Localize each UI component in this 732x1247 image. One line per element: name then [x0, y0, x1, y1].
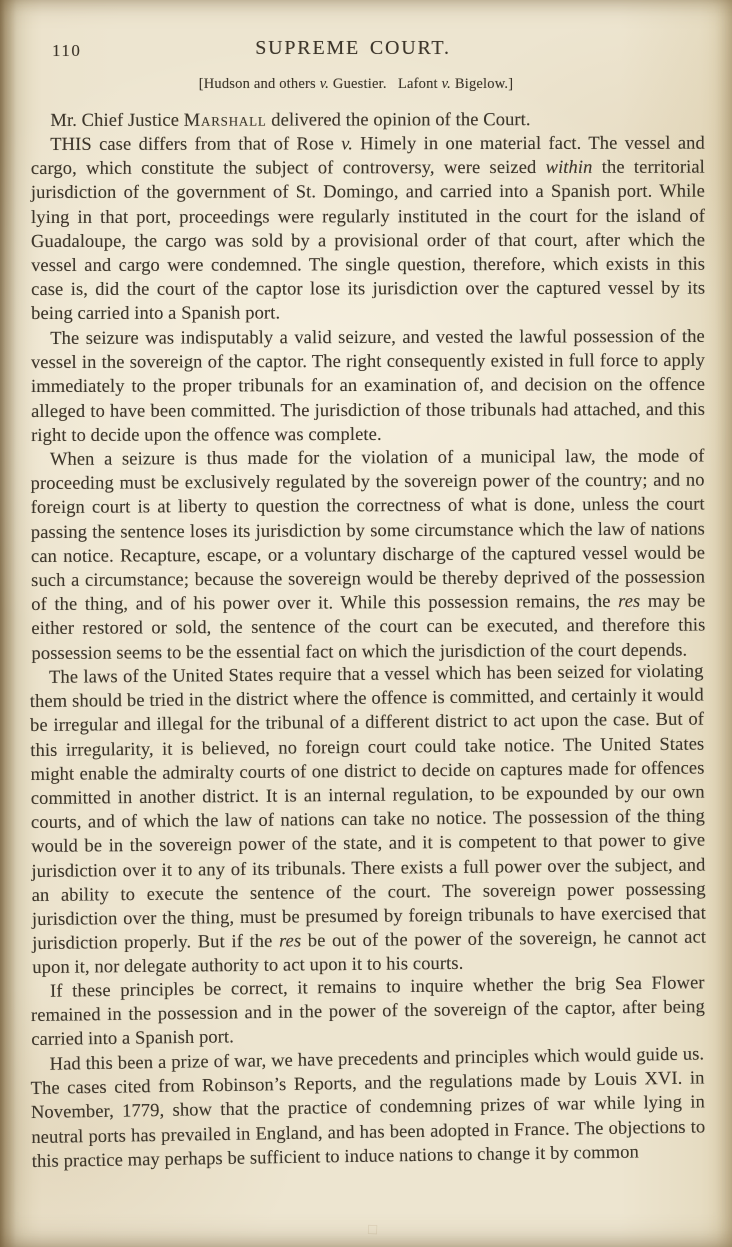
text-run: The laws of the United States require that a vessel which has been seized for violating them should be tried in the district where the offence is committed, and certainly it would be irregular and illegal for the tribunal of a different district to act upon the case. But of this irregularity, it is believed, no foreign court could take notice. The United States might enable the admiralty courts of one district to decide on captures made for offences committed in another district. It is an internal regulation, to be expounded by our own courts, and of which the law of nations can take no notice. The possession of the thing would be in the sovereign power of the state, and it is competent to that power to give jurisdiction over it to any of its tribunals. There exists a full power over the subject, and an ability to execute the sentence of the court. The sovereign power possessing jurisdiction over the thing, must be presumed by foreign tribunals to have exercised that jurisdiction properly. But if the [29, 661, 706, 954]
italic-run: v. [341, 134, 353, 155]
italic-run: v. [441, 76, 452, 92]
text-run: The seizure was indisputably a valid seizure, and vested the lawful possession of the vessel in the sovereign of the captor. The right consequently existed in full force to apply immediately to the proper tribunals for an examination of, and decision on the offence alleged to have been committed. The jurisdiction of those tribunals had attached, and this right to decide upon the offence was complete. [30, 326, 706, 446]
italic-run: res [618, 591, 641, 612]
text-run: [Hudson and others [198, 76, 320, 92]
paragraph [31, 132, 705, 327]
text-run: THIS case differs from that of Rose [50, 134, 342, 156]
text-run: be out of the power of the sovereign, he cannot act upon it, nor delegate authority to act upon it to his courts. [32, 927, 707, 979]
paragraph [31, 325, 705, 448]
italic-run: within [545, 158, 593, 179]
paragraph [31, 971, 706, 1052]
text-run: Himely in one material fact. The vessel and cargo, which constitute the subject of controversy, were seized [30, 133, 705, 180]
text-run: may be either restored or sold, the sentence of the court can be executed, and therefore this possession seems to be the essential fact on which the jurisdiction of the court depends. [31, 591, 706, 664]
text-run: Guestier. Lafont [329, 76, 442, 92]
text-run: the territorial jurisdiction of the government of St. Domingo, and carried into a Spanish port. While lying in that port, proceedings were regularly instituted in the court for the island of Guadaloupe, the cargo was sold by a provisional order of that court, after which the vessel and cargo were condemned. The single question, therefore, which exists in this case is, did the court of the captor lose its jurisdiction over the captured vessel by its being carried into a Spanish port. [30, 157, 706, 325]
case-caption [0, 76, 712, 93]
body-text [31, 109, 705, 1174]
paragraph [30, 444, 705, 665]
text-run: Bigelow.] [451, 76, 514, 92]
text-run: When a seizure is thus made for the violation of a municipal law, the mode of proceeding must be exclusively regulated by the sovereign power of the country; and no foreign court is at liberty to question the correctness of what is done, unless the court passing the sentence loses its jurisdiction by some circumstance which the law of nations can notice. Recapture, escape, or a voluntary discharge of the captured vessel would be such a circumstance; because the sovereign would be thereby deprived of the possession of the thing, and of his power over it. While this possession remains, the [30, 446, 706, 616]
page-number: 110 [52, 41, 82, 60]
bleed-through-mark: □ [367, 1221, 378, 1239]
text-run: Mr. Chief Justice [50, 110, 184, 131]
paragraph [29, 659, 706, 980]
smallcaps-run: Marshall [183, 110, 267, 131]
italic-run: res [278, 931, 302, 952]
text-run: delivered the opinion of the Court. [266, 110, 531, 131]
italic-run: v. [319, 76, 330, 92]
paragraph [30, 1042, 706, 1174]
text-run: If these principles be correct, it remains to inquire whether the brig Sea Flower remained in the possession and in the power of the sovereign of the captor, after being carried into a Spanish port. [30, 973, 706, 1051]
running-title: SUPREME COURT. [255, 37, 451, 59]
paragraph [31, 108, 705, 133]
text-run: Had this been a prize of war, we have precedents and principles which would guide us. The cases cited from Robinson’s Reports, and the regulations made by Louis XVI. in November, 1779, show that the practice of condemning prizes of war while lying in neutral ports has prevailed in England, and has been adopted in France. The objections to this practice may perhaps be sufficient to induce nations to change it by common [30, 1044, 706, 1172]
